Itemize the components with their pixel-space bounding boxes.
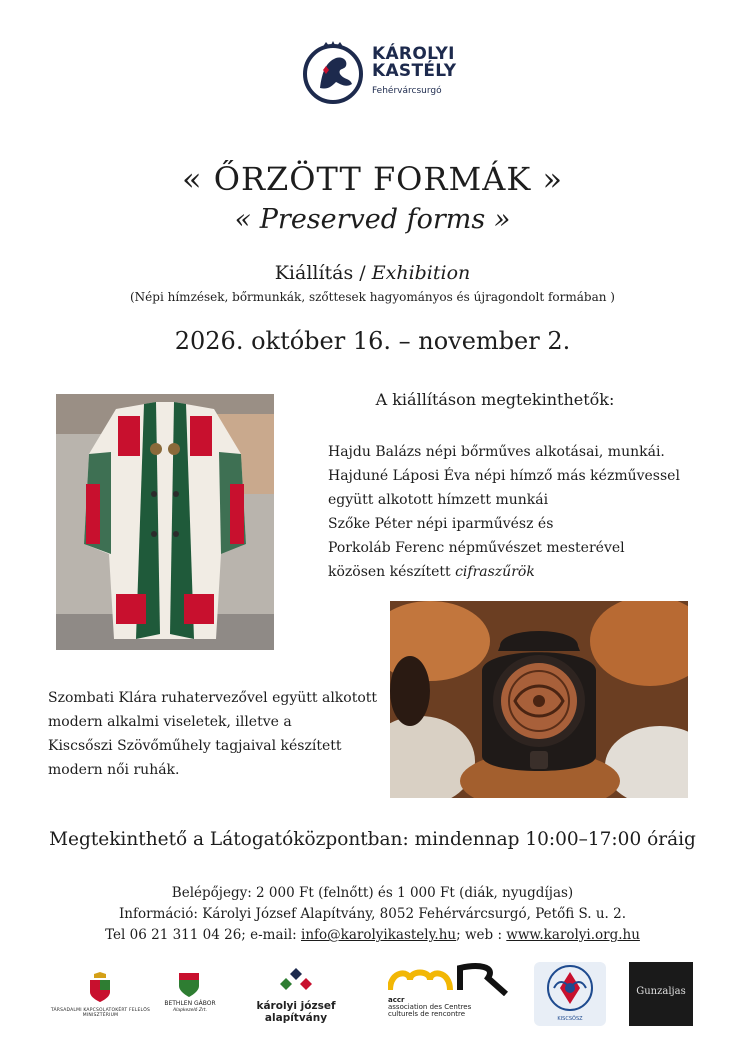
artists-line: Szőke Péter népi iparművész és xyxy=(328,516,554,532)
bethlen-crest-icon xyxy=(178,972,200,998)
kind-en: Exhibition xyxy=(371,262,471,284)
weaving-workshop-logo xyxy=(534,962,606,1026)
accr-full-label: association des Centres culturels de rencontre xyxy=(388,1003,472,1018)
ticket-prices: Belépőjegy: 2 000 Ft (felnőtt) és 1 000 Ft (diák, nyugdíjas) xyxy=(171,885,574,901)
gunzaljas-logo xyxy=(629,962,693,1026)
modern-line: Szombati Klára ruhatervezővel együtt alkotott xyxy=(48,690,378,706)
karolyi-foundation-logo xyxy=(228,968,364,1024)
leather-bag-photo xyxy=(390,601,688,798)
modern-clothing-text xyxy=(48,686,388,782)
bethlen-label: BETHLEN GÁBOR xyxy=(164,1000,216,1007)
brand-name xyxy=(372,46,456,80)
ornament-icon xyxy=(534,962,606,1014)
brand-line-1: KÁROLYI xyxy=(372,44,455,64)
ministry-logo xyxy=(48,972,153,1022)
visitor-info xyxy=(0,883,745,946)
phone-text: Tel 06 21 311 04 26; e-mail: xyxy=(105,927,301,943)
bethlen-sublabel: Alapkezelő Zrt. xyxy=(172,1008,207,1013)
accr-short-label: accr xyxy=(388,996,405,1004)
brand-subtitle: Fehérvárcsurgó xyxy=(372,86,442,96)
modern-line: Kiscsőszi Szövőműhely tagjaival készített xyxy=(48,738,342,754)
exhibition-subtitle: « Preserved forms » xyxy=(234,204,511,235)
accr-mark-icon xyxy=(388,960,512,996)
exhibition-kind xyxy=(0,262,745,284)
organizer-info: Információ: Károlyi József Alapítvány, 8052 Fehérvárcsurgó, Petőfi S. u. 2. xyxy=(118,906,627,922)
web-link[interactable]: www.karolyi.org.hu xyxy=(506,927,640,943)
artists-line: Porkoláb Ferenc népművészet mesterével xyxy=(328,540,625,556)
karolyi-kastely-logo xyxy=(300,38,457,104)
modern-line: modern alkalmi viseletek, illetve a xyxy=(48,714,292,730)
modern-line: modern női ruhák. xyxy=(48,762,180,778)
lion-crest-icon xyxy=(300,38,366,104)
opening-hours: Megtekinthető a Látogatóközpontban: mindennap 10:00–17:00 óráig xyxy=(49,829,696,850)
exhibition-title: « ŐRZÖTT FORMÁK » xyxy=(181,160,564,198)
artists-italic-word: cifraszűrök xyxy=(455,564,535,580)
karolyi-foundation-label: károlyi józsef alapítvány xyxy=(256,1000,336,1024)
artists-line: együtt alkotott hímzett munkái xyxy=(328,492,549,508)
email-link[interactable]: info@karolyikastely.hu xyxy=(301,927,457,943)
artists-line: Hajduné Láposi Éva népi hímző más kézművessel xyxy=(328,468,680,484)
brand-line-2: KASTÉLY xyxy=(372,61,457,81)
artists-line-text: közösen készített xyxy=(328,564,451,580)
exhibits-heading: A kiállításon megtekinthetők: xyxy=(375,390,615,409)
hungarian-crest-icon xyxy=(88,972,112,1004)
ministry-label: TÁRSADALMI KAPCSOLATOKÉRT FELELŐS MINISZTÉRIUM xyxy=(50,1008,151,1018)
weaving-workshop-label: KISCSŐSZ xyxy=(557,1016,583,1022)
exhibition-dates: 2026. október 16. – november 2. xyxy=(174,327,571,355)
artists-line-last xyxy=(328,560,708,584)
artists-list xyxy=(328,440,708,584)
gunzaljas-label: Gunzaljas xyxy=(636,986,686,997)
contact-line xyxy=(0,925,745,946)
diamonds-icon xyxy=(276,968,316,998)
artists-line: Hajdu Balázs népi bőrműves alkotásai, munkái. xyxy=(328,444,665,460)
exhibition-description: (Népi hímzések, bőrmunkák, szőttesek hagyományos és újragondolt formában ) xyxy=(130,290,615,304)
bethlen-gabor-logo xyxy=(160,972,220,1022)
web-prefix: ; web : xyxy=(456,927,507,943)
coat-photo xyxy=(56,394,274,650)
kind-hu: Kiállítás / xyxy=(274,262,366,284)
accr-logo xyxy=(388,960,512,1026)
